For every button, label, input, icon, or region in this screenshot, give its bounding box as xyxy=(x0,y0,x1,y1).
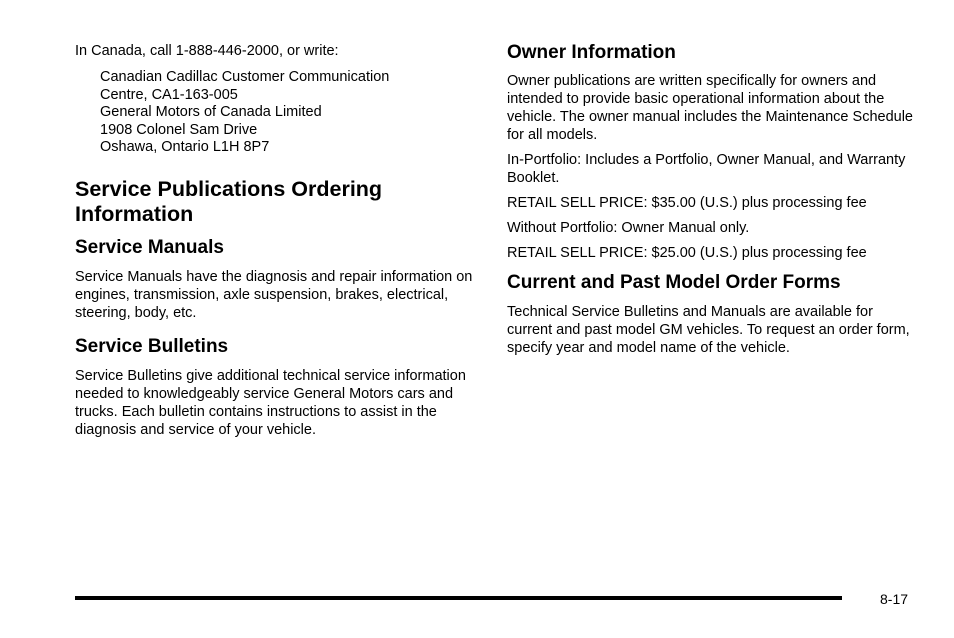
address-line: Centre, CA1-163-005 xyxy=(100,86,238,103)
address-line: Oshawa, Ontario L1H 8P7 xyxy=(100,139,270,155)
address-line: Canadian Cadillac Customer Communication xyxy=(100,69,390,85)
owner-information-heading: Owner Information xyxy=(507,42,676,63)
service-manuals-text: Service Manuals have the diagnosis and repair information on engines, transmission, axle suspension, brakes, electrical, steering, body, etc. xyxy=(75,268,473,321)
page-number: 8-17 xyxy=(880,591,909,607)
service-manuals-heading: Service Manuals xyxy=(75,236,224,258)
order-forms-heading: Current and Past Model Order Forms xyxy=(507,272,841,293)
retail-price-portfolio: RETAIL SELL PRICE: $35.00 (U.S.) plus processing fee xyxy=(507,195,867,211)
address-line: 1908 Colonel Sam Drive xyxy=(100,121,258,138)
right-column xyxy=(507,42,917,357)
without-portfolio-text: Without Portfolio: Owner Manual only. xyxy=(507,220,750,236)
order-forms-text: Technical Service Bulletins and Manuals are available for current and past model GM vehicles. To request an order form, specify year and model name of the vehicle. xyxy=(507,304,910,356)
section-title: Service Publications Ordering Information xyxy=(75,176,383,226)
service-bulletins-heading: Service Bulletins xyxy=(75,335,229,357)
retail-price-no-portfolio: RETAIL SELL PRICE: $25.00 (U.S.) plus processing fee xyxy=(507,245,867,261)
canada-intro: In Canada, call 1-888-446-2000, or write: xyxy=(75,43,339,59)
canada-address xyxy=(100,69,475,157)
service-bulletins-text: Service Bulletins give additional technical service information needed to knowledgeably service General Motors cars and trucks. Each bulletin contains instructions to assist in the diagnosis and service of your vehicle. xyxy=(75,367,466,438)
address-line: General Motors of Canada Limited xyxy=(100,104,322,120)
in-portfolio-text: In-Portfolio: Includes a Portfolio, Owner Manual, and Warranty Booklet. xyxy=(507,152,906,186)
owner-information-text: Owner publications are written specifically for owners and intended to provide basic operational information about the vehicle. The owner manual includes the Maintenance Schedule for all models. xyxy=(507,73,913,143)
left-column xyxy=(75,42,475,439)
footer-rule xyxy=(75,596,842,600)
